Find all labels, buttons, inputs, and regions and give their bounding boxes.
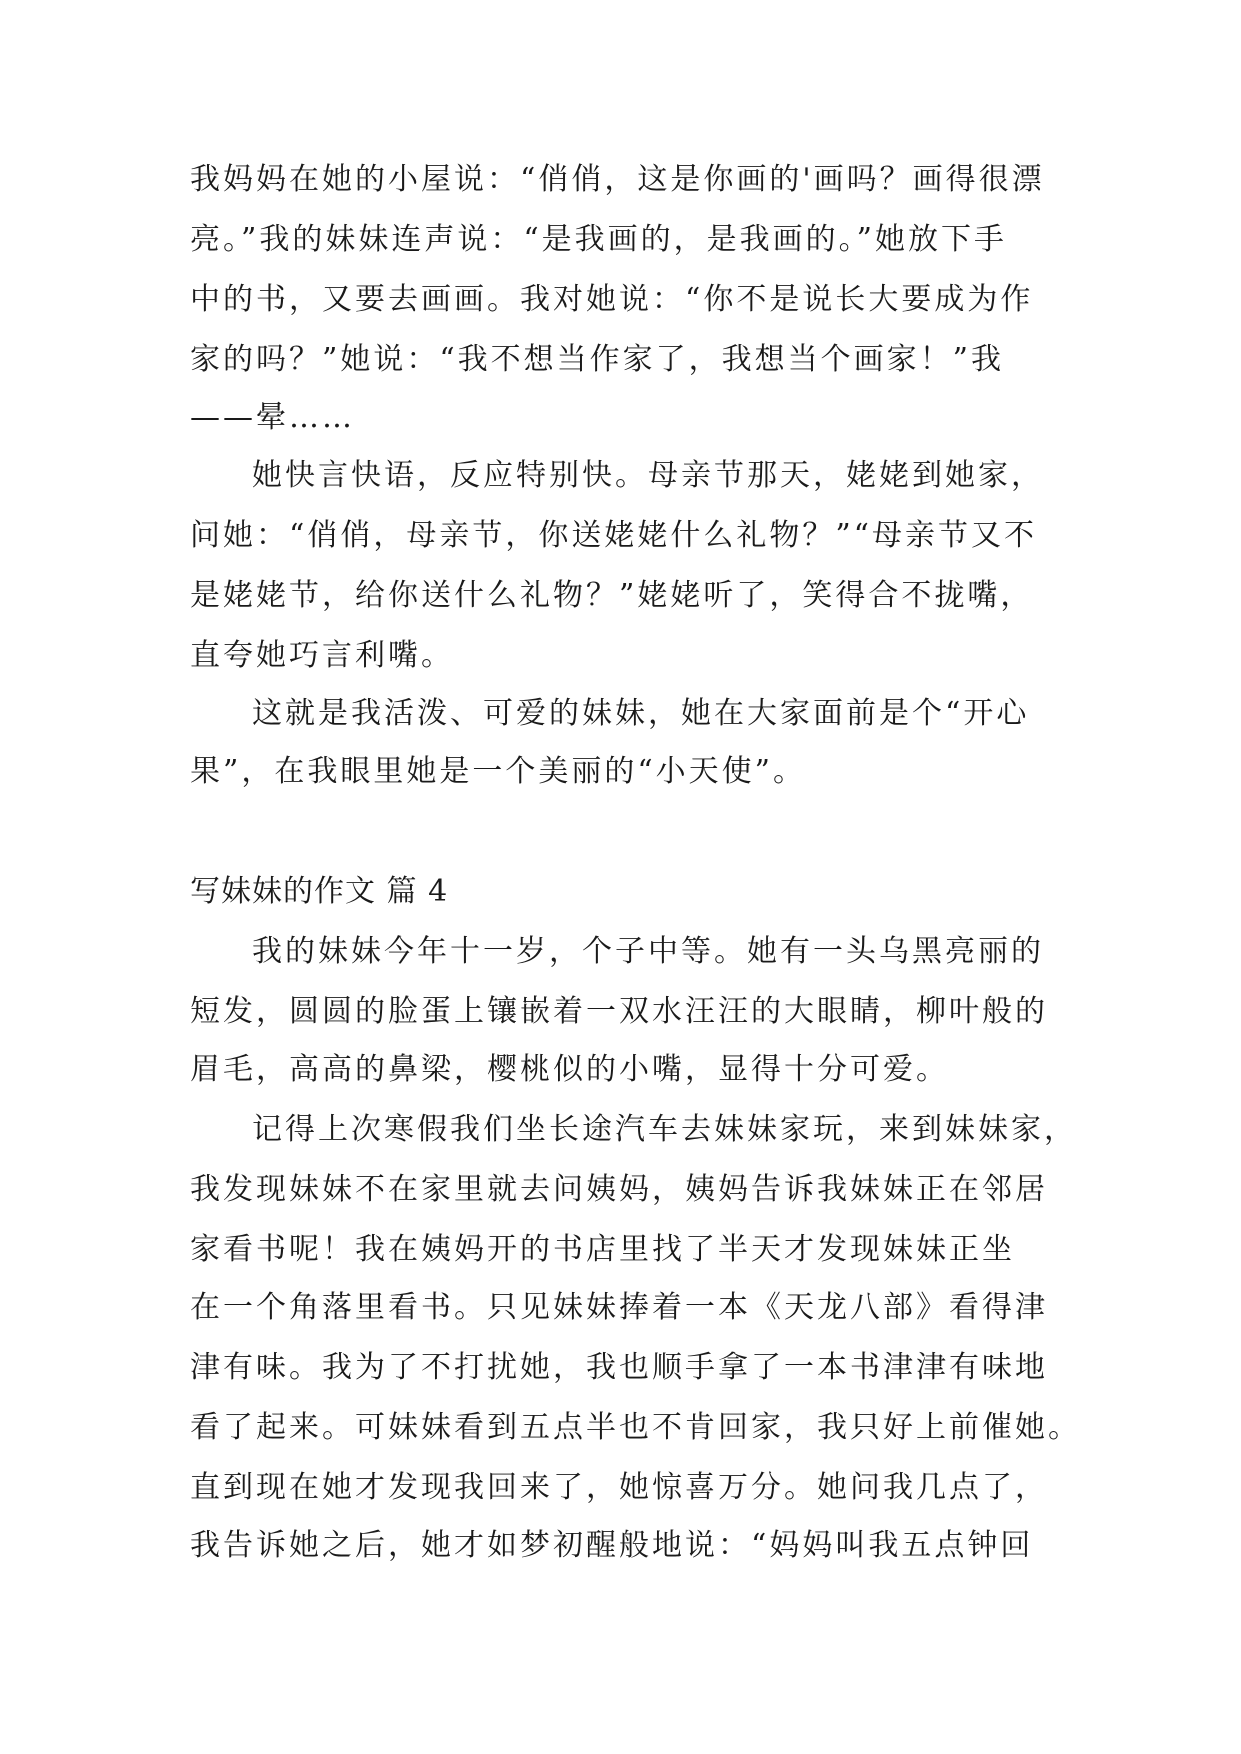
text-line: 中的书，又要去画画。我对她说：“你不是说长大要成为作 <box>190 282 1034 317</box>
text-line: 直到现在她才发现我回来了，她惊喜万分。她问我几点了， <box>190 1470 1048 1505</box>
section-heading: 写妹妹的作文 篇 4 <box>190 874 449 909</box>
paragraph-first-line: 我的妹妹今年十一岁，个子中等。她有一头乌黑亮丽的 <box>252 934 1044 969</box>
paragraph-first-line: 记得上次寒假我们坐长途汽车去妹妹家玩，来到妹妹家， <box>252 1112 1077 1147</box>
text-line: 短发，圆圆的脸蛋上镶嵌着一双水汪汪的大眼睛，柳叶般的 <box>190 994 1048 1029</box>
text-line: 我发现妹妹不在家里就去问姨妈，姨妈告诉我妹妹正在邻居 <box>190 1172 1048 1207</box>
text-line: ——晕…… <box>190 400 355 435</box>
text-line: 果”，在我眼里她是一个美丽的“小天使”。 <box>190 754 807 789</box>
text-line: 是姥姥节，给你送什么礼物？”姥姥听了，笑得合不拢嘴， <box>190 578 1034 613</box>
text-line: 家的吗？”她说：“我不想当作家了，我想当个画家！”我 <box>190 342 1005 377</box>
paragraph-first-line: 她快言快语，反应特别快。母亲节那天，姥姥到她家， <box>252 458 1044 493</box>
text-line: 眉毛，高高的鼻梁，樱桃似的小嘴，显得十分可爱。 <box>190 1052 949 1087</box>
text-line: 看了起来。可妹妹看到五点半也不肯回家，我只好上前催她。 <box>190 1410 1081 1445</box>
text-line: 家看书呢！我在姨妈开的书店里找了半天才发现妹妹正坐 <box>190 1232 1015 1267</box>
text-line: 问她：“俏俏，母亲节，你送姥姥什么礼物？”“母亲节又不 <box>190 518 1038 553</box>
text-line: 我妈妈在她的小屋说：“俏俏，这是你画的'画吗？画得很漂 <box>190 162 1045 197</box>
paragraph-first-line: 这就是我活泼、可爱的妹妹，她在大家面前是个“开心 <box>252 696 1030 731</box>
text-line: 亮。”我的妹妹连声说：“是我画的，是我画的。”她放下手 <box>190 222 1008 257</box>
text-line: 在一个角落里看书。只见妹妹捧着一本《天龙八部》看得津 <box>190 1290 1048 1325</box>
text-line: 津有味。我为了不打扰她，我也顺手拿了一本书津津有味地 <box>190 1350 1048 1385</box>
text-line: 我告诉她之后，她才如梦初醒般地说：“妈妈叫我五点钟回 <box>190 1528 1034 1563</box>
text-line: 直夸她巧言利嘴。 <box>190 638 454 673</box>
